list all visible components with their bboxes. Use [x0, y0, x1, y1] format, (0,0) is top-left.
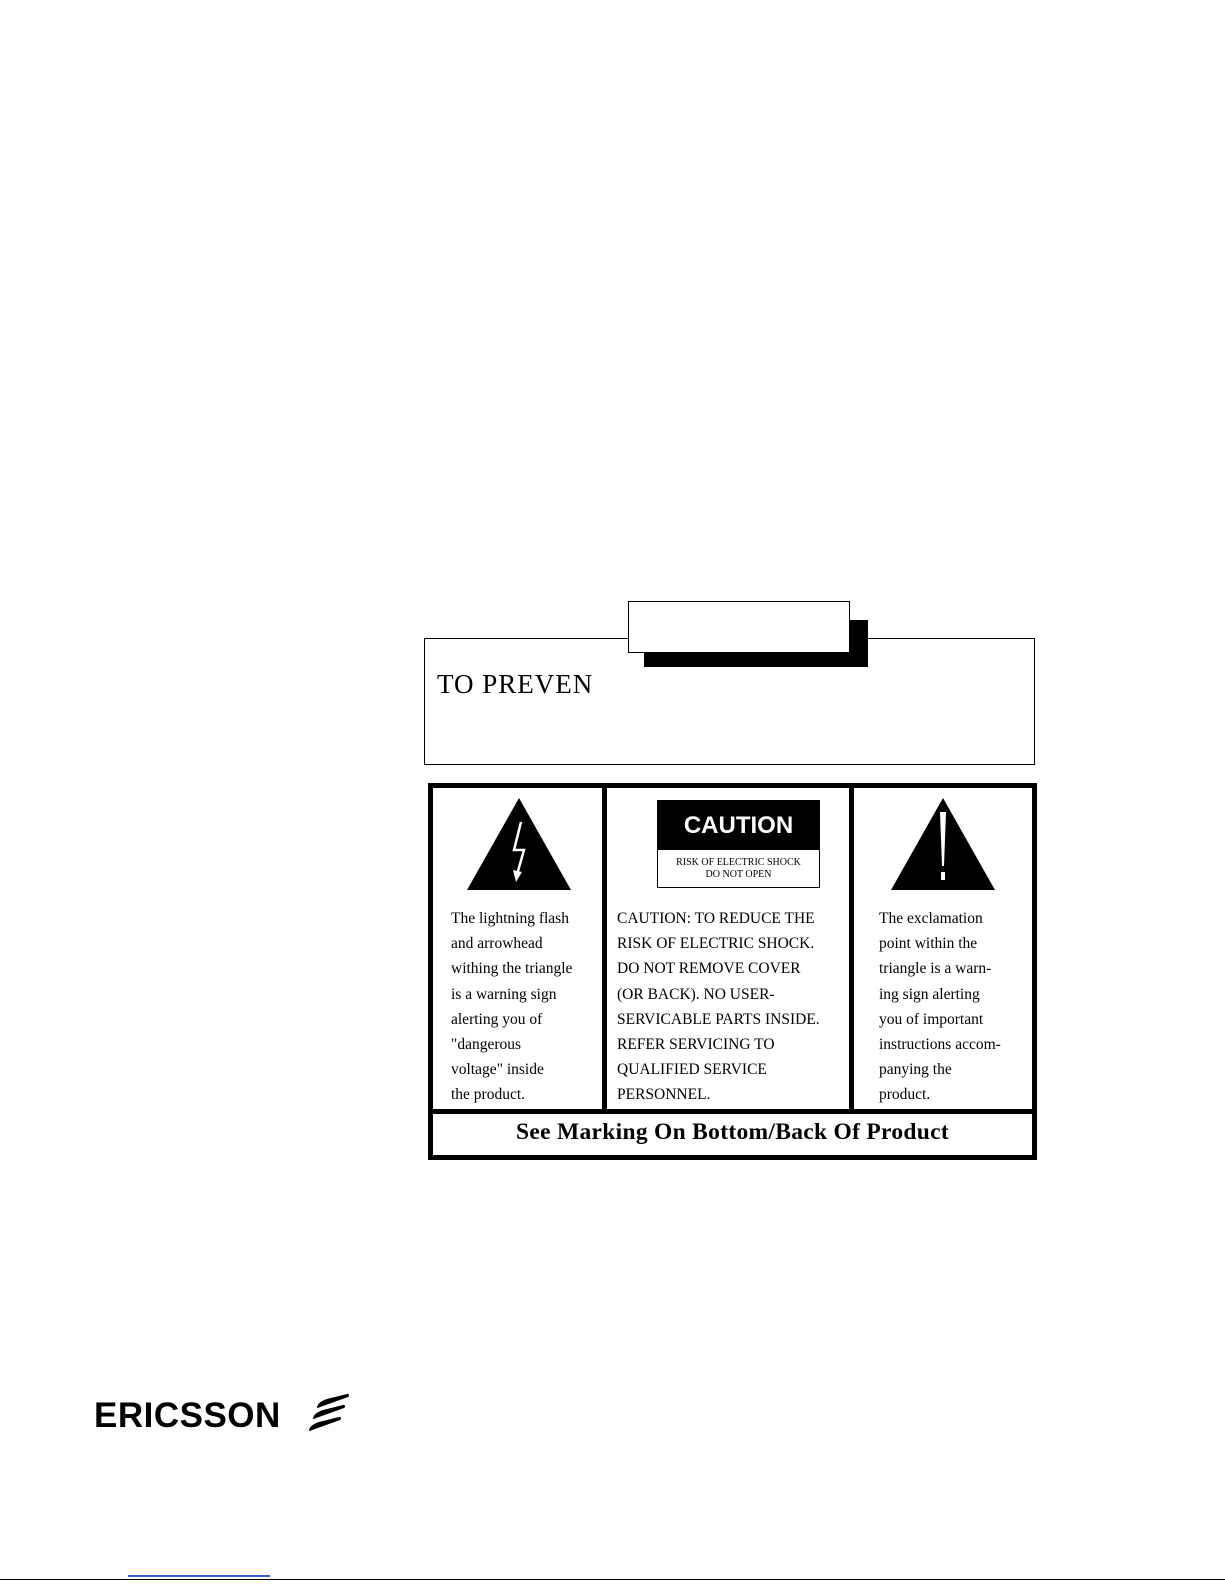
panel-divider-right	[849, 788, 854, 1109]
left-text-line: The lightning flash	[451, 910, 569, 927]
left-text-line: and arrowhead	[451, 935, 543, 953]
left-text-line: is a warning sign	[451, 985, 557, 1003]
left-text-line: withing the triangle	[451, 960, 573, 978]
logo-wordmark: ERICSSON	[94, 1395, 281, 1435]
caution-label	[657, 800, 820, 888]
warning-text: TO PREVEN	[437, 669, 594, 699]
right-text-line: ing sign alerting	[879, 985, 980, 1003]
caution-title: CAUTION	[658, 801, 819, 850]
middle-text-line: REFER SERVICING TO	[617, 1036, 775, 1054]
lightning-description	[451, 906, 572, 1108]
middle-text-line: PERSONNEL.	[617, 1086, 711, 1104]
right-text-line: triangle is a warn-	[879, 960, 992, 978]
ericsson-logo	[94, 1393, 351, 1437]
ericsson-logo-icon	[309, 1393, 351, 1437]
bottom-link-underline	[128, 1575, 270, 1577]
left-text-line: alerting you of	[451, 1010, 543, 1028]
left-text-line: "dangerous	[451, 1036, 522, 1054]
lightning-warning-icon	[467, 798, 571, 890]
bottom-rule	[0, 1579, 1225, 1580]
caution-description	[617, 906, 820, 1108]
middle-text-line: SERVICABLE PARTS INSIDE.	[617, 1010, 820, 1028]
caution-panel	[428, 783, 1037, 1160]
caution-subtext	[658, 850, 819, 881]
right-text-line: The exclamation	[879, 910, 983, 927]
left-text-line: the product.	[451, 1086, 526, 1104]
right-text-line: you of important	[879, 1010, 984, 1028]
exclamation-warning-icon	[891, 798, 995, 890]
caution-subtext-line1: RISK OF ELECTRIC SHOCK	[676, 857, 801, 868]
marking-footer: See Marking On Bottom/Back Of Product	[516, 1119, 949, 1145]
caution-subtext-line2: DO NOT OPEN	[705, 869, 772, 880]
middle-text-line: (OR BACK). NO USER-	[617, 985, 775, 1003]
panel-divider-left	[602, 788, 607, 1109]
middle-text-line: DO NOT REMOVE COVER	[617, 960, 801, 978]
middle-text-line: RISK OF ELECTRIC SHOCK.	[617, 935, 815, 953]
warning-tab	[628, 601, 850, 653]
left-text-line: voltage" inside	[451, 1061, 544, 1079]
middle-text-line: QUALIFIED SERVICE	[617, 1061, 767, 1079]
panel-divider-bottom	[433, 1109, 1032, 1114]
right-text-line: instructions accom-	[879, 1036, 1001, 1054]
right-text-line: point within the	[879, 935, 978, 953]
middle-text-line: CAUTION: TO REDUCE THE	[617, 910, 815, 927]
right-text-line: product.	[879, 1086, 931, 1104]
exclamation-description	[879, 906, 1001, 1108]
right-text-line: panying the	[879, 1061, 952, 1079]
